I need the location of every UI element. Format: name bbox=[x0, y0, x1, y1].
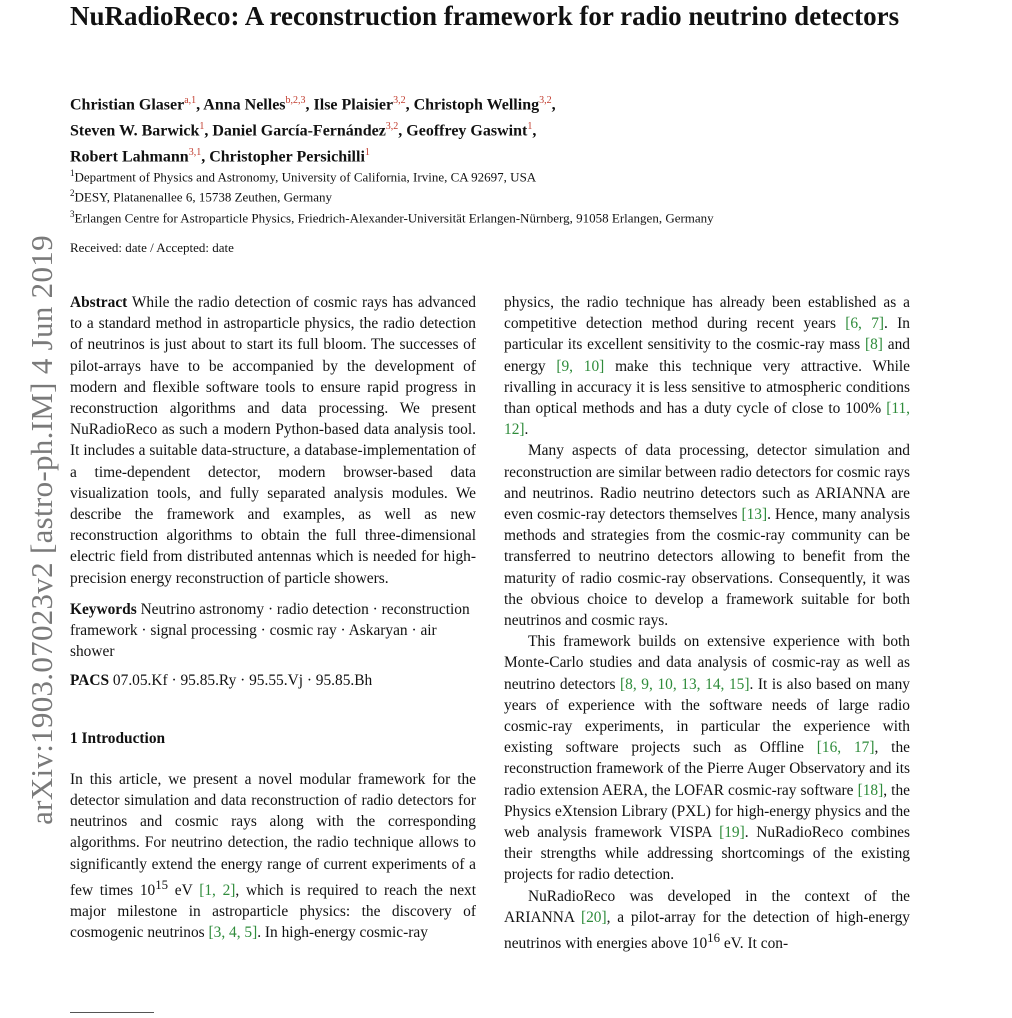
footnote-rule bbox=[70, 1012, 154, 1013]
affiliation-list bbox=[70, 165, 950, 226]
author: Robert Lahmann bbox=[70, 147, 189, 165]
citation-link[interactable]: [20] bbox=[580, 908, 607, 926]
body-paragraph: NuRadioReco was developed in the context of the ARIANNA [20], a pilot-array for the detection of high-energy neutrinos with energies above $10^{16}$ eV. It con- bbox=[504, 887, 910, 953]
body-paragraph: physics, the radio technique has already been established as a competitive detection method during recent years [6, 7]. In particular its excellent sensitivity to the cosmic-ray mass [8] and energy [9, 10] make this technique very attractive. While rivalling in accuracy it is less sensitive to atmospheric conditions than optical methods and has a duty cycle of close to 100% [11, 12]. bbox=[504, 294, 911, 439]
keywords-label: Keywords bbox=[70, 600, 137, 618]
arxiv-stamp-text: arXiv:1903.07023v2 [astro-ph.IM] 4 Jun 2019 bbox=[24, 235, 59, 825]
author-affiliation: 1 bbox=[199, 120, 205, 132]
section-heading: 1 Introduction bbox=[70, 729, 166, 747]
citation-link[interactable]: [8, 9, 10, 13, 14, 15] bbox=[620, 675, 750, 693]
citation-link[interactable]: [8] bbox=[864, 336, 883, 354]
right-column bbox=[504, 292, 910, 954]
intro-paragraph: In this article, we present a novel modular framework for the detector simulation and data reconstruction of radio detectors for neutrinos and cosmic rays along with the corresponding algorithms. For neutrino detection, the radio technique allows to significantly extend the energy range of current experiments of a few times $10^{15}$ eV [1, 2], which is required to reach the next major milestone in astroparticle physics: the discovery of cosmogenic neutrinos [3, 4, 5]. In high-energy cosmic-ray bbox=[70, 770, 476, 942]
citation-link[interactable]: [9, 10] bbox=[556, 357, 605, 375]
paper-title: NuRadioReco: A reconstruction framework for radio neutrino detectors bbox=[70, 1, 900, 31]
citation-link[interactable]: [3, 4, 5] bbox=[208, 924, 258, 942]
abstract-text: While the radio detection of cosmic rays has advanced to a standard method in astroparticle physics, the radio detection of neutrinos is just about to start its full bloom. The successes of pilot-arrays have to be accompanied by the development of modern and flexible software tools to ensure rapid progress in reconstruction algorithms and data processing. We present NuRadioReco as such a modern Python-based data analysis tool. It includes a suitable data-structure, a database-implementation of a time-dependent detector, modern browser-based data visualization tools, and fully separated analysis modules. We describe the framework and examples, as well as new reconstruction algorithms to obtain the full three-dimensional electric field from distributed antennas which is needed for high-precision energy reconstruction of particle showers. bbox=[70, 294, 476, 587]
author-list: Christian Glaser$^{a,1}$, Anna Nelles$^{b,2,3}$, Ilse Plaisier$^{3,2}$, Christoph Welling$^{3,2}$, Steven W. Barwick$^1$, Daniel García-Fernández$^{3,2}$, Geoffrey Gaswint$^1$, Robert Lahmann$^{3,1}$, Christopher Persichilli$^1$ bbox=[70, 95, 556, 165]
author: Christian Glaser bbox=[70, 96, 185, 114]
author-affiliation: 1 bbox=[364, 146, 370, 158]
citation-link[interactable]: [1, 2] bbox=[199, 882, 236, 899]
author-affiliation: a,1 bbox=[184, 95, 197, 106]
author: Daniel García-Fernández bbox=[212, 122, 386, 140]
abstract-label: Abstract bbox=[70, 294, 128, 311]
affiliation: $^1$Department of Physics and Astronomy, University of California, Irvine, CA 92697, USA bbox=[70, 168, 537, 185]
affiliation: $^3$Erlangen Centre for Astroparticle Physics, Friedrich-Alexander-Universität Erlangen-Nürnberg, 91058 Erlangen, Germany bbox=[70, 208, 714, 225]
author-affiliation: 1 bbox=[527, 120, 533, 132]
author: Christoph Welling bbox=[413, 96, 540, 114]
left-column bbox=[70, 292, 476, 944]
author-affiliation: 3,1 bbox=[188, 146, 202, 158]
abstract bbox=[70, 292, 476, 589]
author: Steven W. Barwick bbox=[70, 122, 200, 140]
affiliation: $^2$DESY, Platanenallee 6, 15738 Zeuthen, Germany bbox=[70, 188, 333, 205]
author-affiliation: 3,2 bbox=[385, 120, 399, 132]
pacs-label: PACS bbox=[70, 672, 110, 690]
received-date: Received: date / Accepted: date bbox=[70, 240, 234, 255]
citation-link[interactable]: [13] bbox=[741, 506, 768, 524]
keywords-text: Neutrino astronomy · radio detection · reconstruction framework · signal processing · cosmic ray · Askaryan · air shower bbox=[70, 600, 470, 661]
author-affiliation: b,2,3 bbox=[285, 95, 306, 106]
pacs-text: 07.05.Kf · 95.85.Ry · 95.55.Vj · 95.85.Bh bbox=[112, 672, 373, 690]
author-affiliation: 3,2 bbox=[393, 95, 406, 106]
pacs bbox=[70, 670, 476, 691]
author-affiliation: 3,2 bbox=[539, 95, 552, 106]
citation-link[interactable]: [6, 7] bbox=[845, 315, 885, 333]
body-paragraph: Many aspects of data processing, detector simulation and reconstruction are similar between radio detectors for cosmic rays and neutrinos. Radio neutrino detectors such as ARIANNA are even cosmic-ray detectors themselves [13]. Hence, many analysis methods and strategies from the cosmic-ray community can be transferred to neutrino detectors allowing to benefit from the maturity of radio cosmic-ray observations. Consequently, it was the obvious choice to develop a framework suitable for both neutrinos and cosmic rays. bbox=[504, 442, 910, 630]
keywords bbox=[70, 599, 476, 663]
citation-link[interactable]: [11, 12] bbox=[504, 400, 910, 439]
citation-link[interactable]: [16, 17] bbox=[816, 739, 875, 757]
author: Geoffrey Gaswint bbox=[406, 122, 528, 140]
author: Christopher Persichilli bbox=[209, 147, 365, 165]
body-paragraph: This framework builds on extensive experience with both Monte-Carlo studies and data analysis of cosmic-ray as well as neutrino detectors [8, 9, 10, 13, 14, 15]. It is also based on many years of experience with the software needs of large radio cosmic-ray experiments, in particular the experience with existing software projects such as Offline [16, 17], the reconstruction framework of the Pierre Auger Observatory and its radio extension AERA, the LOFAR cosmic-ray software [18], the Physics eXtension Library (PXL) for high-energy physics and the web analysis framework VISPA [19]. NuRadioReco combines their strengths while addressing shortcomings of the existing projects for radio detection. bbox=[504, 633, 910, 884]
arxiv-stamp bbox=[22, 200, 62, 860]
author: Ilse Plaisier bbox=[313, 96, 394, 114]
citation-link[interactable]: [19] bbox=[719, 824, 745, 842]
author: Anna Nelles bbox=[203, 96, 286, 114]
citation-link[interactable]: [18] bbox=[857, 781, 884, 799]
